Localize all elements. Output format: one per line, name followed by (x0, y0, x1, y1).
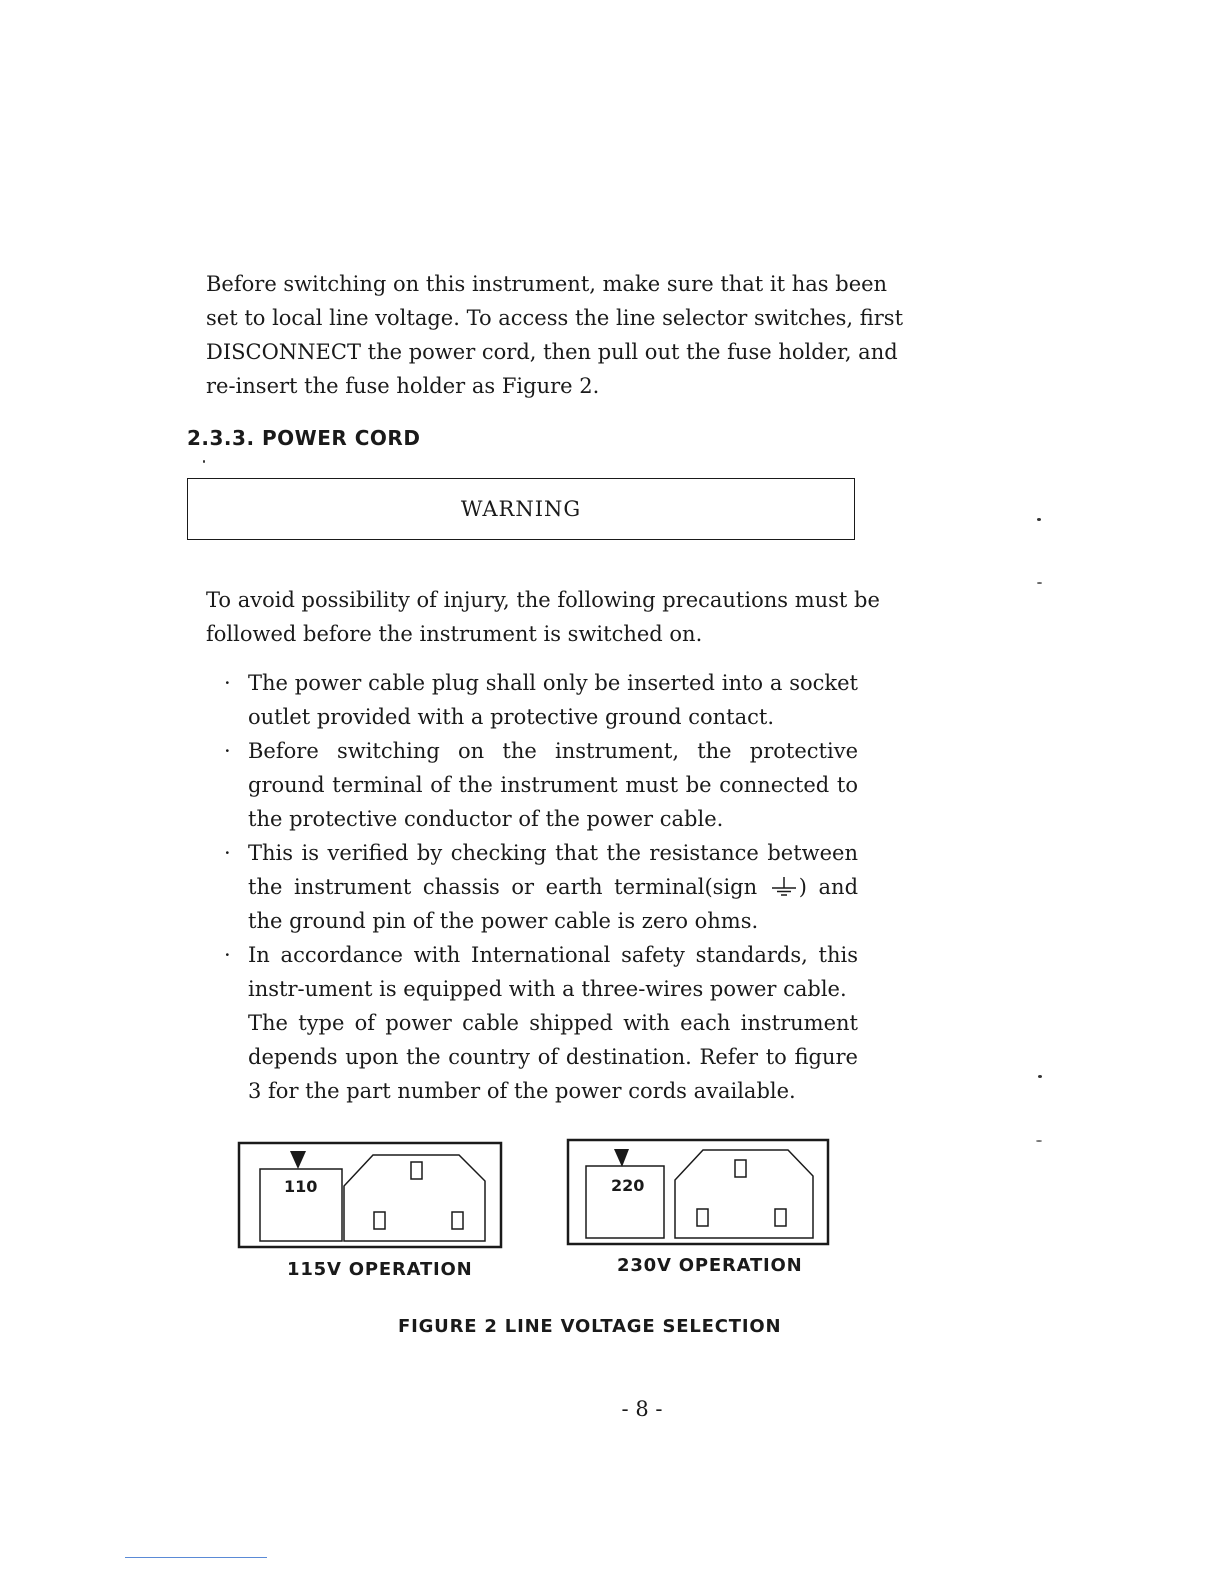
precaution-paragraph (206, 583, 880, 651)
bullet-marker: · (224, 841, 231, 865)
inlet-pin (374, 1212, 385, 1229)
scan-speck (1038, 1075, 1042, 1078)
inlet-pin (452, 1212, 463, 1229)
scan-speck (1036, 1140, 1042, 1142)
list-item-text: The power cable plug shall only be inserted into a socket outlet provided with a protective ground contact. (248, 671, 858, 729)
list-item-continuation: The type of power cable shipped with each instrument depends upon the country of destination. Refer to figure 3 for the part number of the power cords available. (248, 1011, 858, 1103)
list-item-text: This is verified by checking that the resistance between the instrument chassis or earth terminal(sign (248, 841, 858, 899)
indicator-arrow-icon (290, 1151, 306, 1169)
bullet-marker: · (224, 739, 231, 763)
fuse-holder-diagram-230v (566, 1138, 832, 1248)
intro-line: re-insert the fuse holder as Figure 2. (206, 374, 600, 398)
inlet-pin (411, 1162, 422, 1179)
selector-value: 110 (284, 1177, 318, 1196)
intro-line: Before switching on this instrument, make sure that it has been (206, 272, 888, 296)
earth-ground-icon (769, 876, 799, 898)
figure-caption-115v: 115V OPERATION (287, 1259, 473, 1280)
indicator-arrow-icon (614, 1149, 629, 1167)
intro-paragraph (206, 267, 904, 403)
inlet-pin (697, 1209, 708, 1226)
intro-line: set to local line voltage. To access the line selector switches, first (206, 306, 904, 330)
precaution-line: followed before the instrument is switched on. (206, 622, 703, 646)
precaution-list (222, 666, 858, 1108)
intro-line: DISCONNECT the power cord, then pull out the fuse holder, and (206, 340, 898, 364)
bullet-marker: · (224, 943, 231, 967)
list-item (222, 836, 858, 938)
list-item-text: ) and the ground pin of the power cable is zero ohms. (248, 875, 859, 933)
inlet-pin (735, 1160, 746, 1177)
figure-title: FIGURE 2 LINE VOLTAGE SELECTION (398, 1316, 782, 1337)
selector-value: 220 (611, 1176, 645, 1195)
list-item-text: Before switching on the instrument, the protective ground terminal of the instrument must be connected to the protective conductor of the power cable. (248, 739, 858, 831)
iec-inlet-outline (675, 1150, 813, 1238)
list-item (222, 938, 858, 1108)
section-heading: 2.3.3. POWER CORD (187, 426, 421, 450)
fuse-holder-diagram-115v (237, 1141, 505, 1251)
scan-speck (1037, 518, 1041, 521)
inlet-pin (775, 1209, 786, 1226)
iec-inlet-outline (344, 1155, 485, 1241)
scan-speck (203, 460, 205, 463)
scan-edge-line (125, 1557, 267, 1558)
warning-box (187, 478, 855, 540)
page-number: - 8 - (621, 1397, 663, 1421)
list-item (222, 666, 858, 734)
figure-caption-230v: 230V OPERATION (617, 1255, 803, 1276)
precaution-line: To avoid possibility of injury, the following precautions must be (206, 588, 880, 612)
list-item (222, 734, 858, 836)
warning-label: WARNING (460, 497, 582, 521)
scan-speck (1037, 582, 1042, 584)
bullet-marker: · (224, 671, 231, 695)
list-item-text: In accordance with International safety standards, this instr-ument is equipped with a three-wires power cable. (248, 943, 858, 1001)
